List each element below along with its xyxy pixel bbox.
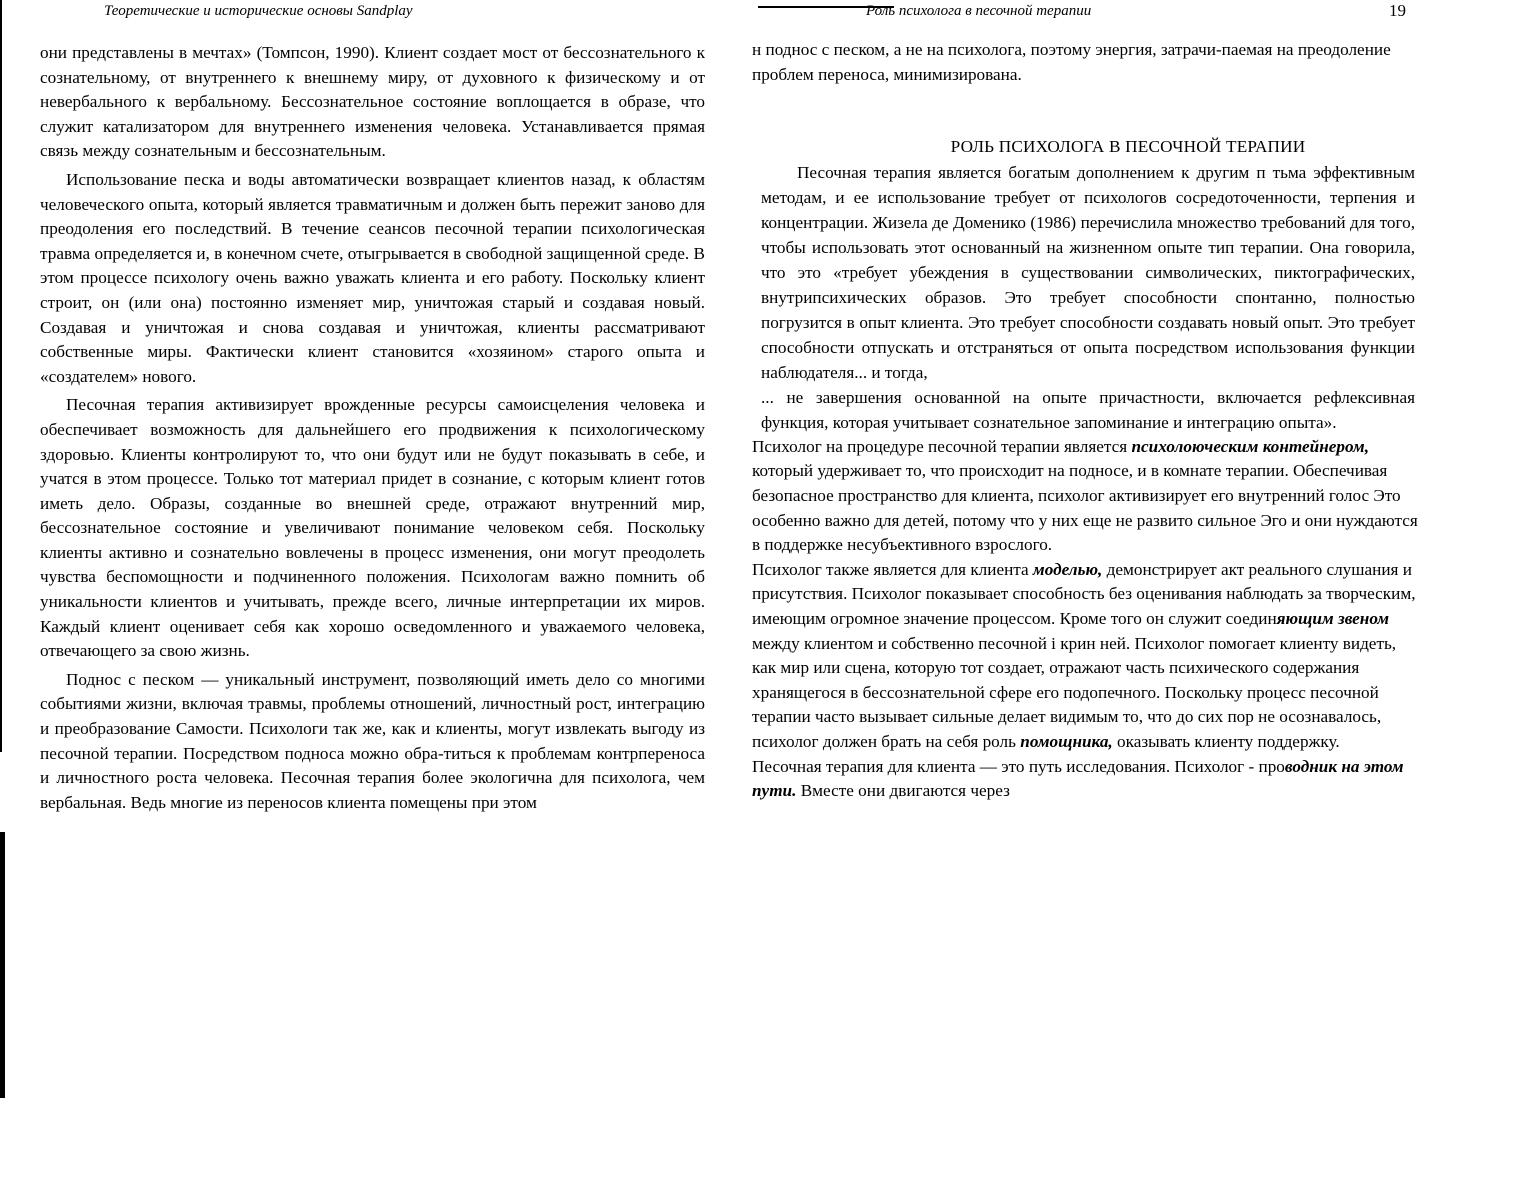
text-run: Песочная терапия для клиента — это путь исследования. Психолог - про (752, 756, 1285, 776)
page-edge-left (0, 0, 2, 752)
paragraph-3: Песочная терапия активизирует врожденные ресурсы самоисцеления человека и обеспечивает возможность для дальнейшего его продвижения к психологическому здоровью. Клиенты контролируют то, что они будут или не будут показывать в себе, и учатся в этом процессе. Только тот материал придет в сознание, с которым клиент готов иметь дело. Образы, созданные во внешней среде, отражают внутренний мир, бессознательное состояние и увеличивают понимание человеком себя. Поскольку клиенты активно и сознательно вовлечены в процесс изменения, они могут преодолеть чувства беспомощности и подчиненного положения. Психологам важно помнить об уникальности клиентов и учитывать, прежде всего, личные интерпретации их миров. Каждый клиент оценивает себя как хорошо осведомленного и уважаемого человека, отвечающего за свою жизнь. (40, 395, 705, 661)
running-head-right: Роль психолога в песочной терапии (866, 3, 1092, 19)
running-head-left: Теоретические и исторические основы Sandplay (104, 3, 413, 19)
paragraph-1: они представлены в мечтах» (Томпсон, 1990). Клиент создает мост от бессознательного к сознательному, от внутреннего к внешнему миру, от духовного к физическому и от невербального к вербальному. Бессознательное состояние воплощается в образе, что служит катализатором для внутреннего изменения человека. Устанавливается прямая связь между сознательным и бессознательным. (40, 43, 705, 161)
emphasis-term: водник на этом пути. (752, 756, 1404, 801)
text-run: Психолог также является для клиента (752, 559, 1033, 579)
emphasis-term: яющим звеном (1276, 608, 1390, 628)
paragraph-2: Использование песка и воды автоматически возвращает клиентов назад, к областям человеческого опыта, который является травматичным и должен быть пережит заново для преодоления его последствий. В течение сеансов песочной терапии психологическая травма определяется и, в конечном счете, отыгрывается в свободной защищенной среде. В этом процессе психологу очень важно уважать клиента и его работу. Поскольку клиент строит, он (или она) постоянно изменяет мир, уничтожая старый и создавая новый. Создавая и уничтожая и снова создавая и уничтожая, клиенты рассматривают собственные миры. Фактически клиент становится «хозяином» старого опыта и «создателем» нового. (40, 169, 705, 386)
text-run: Психолог на процедуре песочной терапии является (752, 436, 1132, 456)
emphasis-term: помощника, (1020, 731, 1113, 751)
emphasis-term: психолоюческим контейнером, (1131, 436, 1369, 456)
emphasis-term: моделью, (1032, 559, 1103, 579)
paragraph-guide (752, 755, 1424, 804)
text-run: который удерживает то, что происходит на подносе, и в комнате терапии. Обеспечивая безопасное пространство для клиента, психолог активизирует его внутренний голос Это особенно важно для детей, потому что у них еще не развито сильное Эго и они нуждаются в поддержке несубъективного взрослого. (752, 461, 1418, 555)
text-run: демонстрирует акт реального слушания и присутствия. Психолог показывает способность без оценивания наблюдать за творческим, имеющим огромное значение процессом. Кроме того он служит соедин (752, 559, 1416, 628)
page-number: 19 (1389, 1, 1406, 20)
quote-paragraph-2: ... не завершения основанной на опыте причастности, включается рефлексивная функция, которая учитывает сознательное запоминание и интеграцию опыта». (761, 387, 1415, 432)
text-run: между клиентом и собственно песочной і крин ней. Психолог помогает клиенту видеть, как мир или сцена, которую тот создает, отражают часть психического содержания хранящегося в бессознательной сфере его подопечного. Поскольку процесс песочной терапии часто вызывает сильные делает видимым то, что до сих пор не осознавалось, психолог должен брать на себя роль (752, 633, 1397, 751)
paragraph-container (752, 435, 1424, 558)
paragraph-4: Поднос с песком — уникальный инструмент, позволяющий иметь дело со многими событиями жизни, включая травмы, проблемы отношений, личностный рост, интеграцию и преобразование Самости. Психологи так же, как и клиенты, могут извлекать выгоду из песочной терапии. Посредством подноса можно обра-титься к проблемам контрпереноса и личностного роста человека. Песочная терапия более экологична для психолога, чем вербальная. Ведь многие из переносов клиента помещены при этом (40, 669, 705, 812)
paragraph-continued: н поднос с песком, а не на психолога, поэтому энергия, затрачи-паемая на преодоление проблем переноса, минимизирована. (752, 40, 1391, 84)
paragraph-model (752, 558, 1424, 755)
section-title: РОЛЬ ПСИХОЛОГА В ПЕСОЧНОЙ ТЕРАПИИ (950, 137, 1306, 157)
text-run: оказывать клиенту поддержку. (1112, 731, 1340, 751)
left-column (40, 41, 705, 815)
text-run: Вместе они двигаются через (796, 781, 1010, 801)
right-column (752, 38, 1424, 804)
quote-paragraph-1: Песочная терапия является богатым дополнением к другим п тьма эффективным методам, и ее использование требует от психологов сосредоточенности, терпения и концентрации. Жизела де Доменико (1986) перечислила множество требований для того, чтобы использовать этот основанный на жизненном опыте тип терапии. Она говорила, что это «требует убеждения в существовании символических, пиктографических, внутрипсихических образов. Это требует способности спонтанно, полностью погрузится в опыт клиента. Это требует способности создавать новый опыт. Это требует способности отпускать и отстраняться от опыта посредством использования функции наблюдателя... и тогда, (761, 162, 1415, 382)
page-edge-left-bottom (0, 832, 5, 1098)
